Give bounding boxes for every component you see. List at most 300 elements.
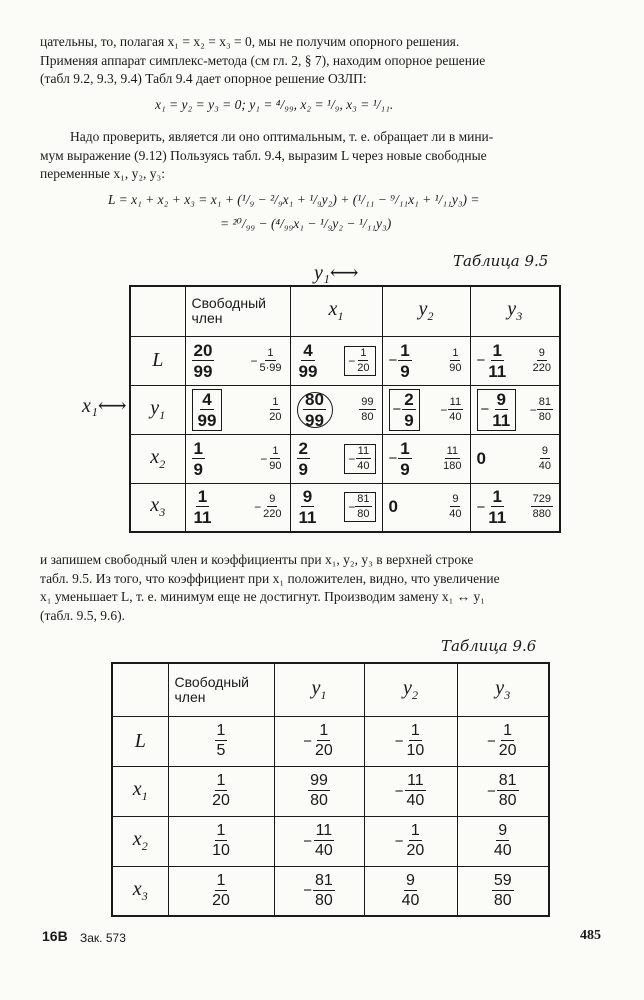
denominator: 90 xyxy=(449,361,462,374)
text-line: Надо проверить, является ли оно оптимальным, т. е. обращает ли в мини- xyxy=(70,129,494,144)
minus-sign: − xyxy=(303,882,312,900)
fraction xyxy=(398,342,411,380)
denominator: 40 xyxy=(449,410,462,423)
corner-cell xyxy=(112,663,168,716)
numerator: 1 xyxy=(319,722,329,739)
fraction xyxy=(497,773,519,809)
fraction xyxy=(490,391,512,429)
denominator: 80 xyxy=(498,792,517,809)
table-cell xyxy=(274,716,364,766)
table-cell xyxy=(290,336,382,385)
var-letter: x xyxy=(150,494,160,517)
table-cell xyxy=(470,483,560,532)
numerator: 1 xyxy=(360,346,367,359)
cell-content xyxy=(186,435,290,483)
denominator: 11 xyxy=(488,361,507,381)
row-header xyxy=(112,866,168,916)
numerator: 99 xyxy=(310,772,328,789)
fraction xyxy=(267,446,283,472)
fraction xyxy=(492,873,514,909)
page-number: 485 xyxy=(580,928,601,943)
var-sub: 3 xyxy=(159,505,166,520)
table-cell xyxy=(185,336,290,385)
denominator: 10 xyxy=(212,842,230,859)
table-9-5-caption: Таблица 9.5 xyxy=(453,252,549,270)
cell-content xyxy=(291,435,382,483)
table-cell xyxy=(457,866,549,916)
fraction xyxy=(537,397,553,423)
table-cell xyxy=(185,434,290,483)
fraction xyxy=(297,342,320,380)
numerator: 1 xyxy=(216,722,226,739)
signature-mark: 16В xyxy=(42,928,68,944)
fraction xyxy=(210,823,232,859)
table-cell xyxy=(185,483,290,532)
aux-value xyxy=(359,397,375,423)
var-sub: 1 xyxy=(141,789,148,803)
denominator: 40 xyxy=(493,842,512,859)
column-header xyxy=(457,663,549,716)
free-term-header xyxy=(168,663,274,716)
minus-sign: − xyxy=(348,451,356,466)
text-line: x₁ уменьшает L, т. е. минимум еще не достигнут. Производим замену x₁ ↔ y₁ xyxy=(40,589,485,604)
denominator: 40 xyxy=(357,459,370,472)
solution-formula: x₁ = y₂ = y₃ = 0; y₁ = ⁴/₉₉, x₂ = ¹/₉, x₃ = ¹/₁₁. xyxy=(155,97,394,112)
numerator: 1 xyxy=(400,340,410,360)
var-letter: y xyxy=(403,676,412,699)
denominator: 180 xyxy=(443,459,462,472)
row-header xyxy=(130,434,185,483)
numerator: 2 xyxy=(404,389,414,409)
minus-sign: − xyxy=(388,450,398,467)
fraction xyxy=(215,723,228,759)
main-value xyxy=(389,497,398,517)
fraction xyxy=(447,397,463,423)
table-cell xyxy=(185,385,290,434)
denominator: 9 xyxy=(193,459,203,479)
table-cell xyxy=(382,483,470,532)
table-cell xyxy=(382,336,470,385)
denominator: 40 xyxy=(406,792,425,809)
var-letter: L xyxy=(152,349,164,371)
table-row xyxy=(130,336,560,385)
column-header xyxy=(274,663,364,716)
numerator: 1 xyxy=(193,438,203,458)
minus-sign: − xyxy=(486,782,496,800)
fraction xyxy=(308,773,330,809)
var-letter: y xyxy=(311,676,321,699)
numerator: 1 xyxy=(503,722,513,739)
var-sub: 2 xyxy=(427,309,434,324)
table-row xyxy=(112,816,549,866)
cell-content xyxy=(383,484,470,532)
denominator: 40 xyxy=(401,891,420,909)
numerator: 81 xyxy=(498,772,517,789)
text-line: переменные x₁, y₂, y₃: xyxy=(40,166,166,181)
aux-value xyxy=(531,494,553,520)
table-row xyxy=(112,866,549,916)
numerator: 81 xyxy=(538,395,551,408)
fraction xyxy=(192,488,214,526)
main-value xyxy=(297,488,319,526)
table-cell xyxy=(364,766,457,816)
main-value xyxy=(477,342,509,380)
fraction xyxy=(531,348,553,374)
table-cell xyxy=(168,766,274,816)
denominator: 20 xyxy=(498,742,517,759)
numerator: 9 xyxy=(452,493,459,506)
aux-value xyxy=(531,348,553,374)
table-cell xyxy=(470,385,560,434)
var-letter: L xyxy=(134,729,146,752)
denominator: 880 xyxy=(532,508,551,521)
main-value xyxy=(297,440,310,478)
denominator: 99 xyxy=(305,410,324,430)
minus-sign: − xyxy=(260,451,268,466)
corner-cell xyxy=(130,286,185,336)
denominator: 99 xyxy=(298,361,318,381)
var-sub: 3 xyxy=(504,687,511,702)
numerator: 1 xyxy=(197,487,208,507)
fraction xyxy=(297,488,319,526)
numerator: 1 xyxy=(452,346,459,359)
main-value xyxy=(477,488,509,526)
minus-sign: − xyxy=(303,732,312,750)
table-cell xyxy=(274,766,364,816)
aux-value xyxy=(530,397,553,423)
numerator: 9 xyxy=(302,487,313,507)
numerator: 4 xyxy=(303,340,313,360)
denominator: 80 xyxy=(361,410,374,423)
text-line: (табл 9.2, 9.3, 9.4) Табл 9.4 дает опорное решение ОЗЛП: xyxy=(40,71,367,86)
numerator: 11 xyxy=(449,395,462,408)
numerator: 20 xyxy=(193,340,213,360)
numerator: 80 xyxy=(305,389,324,409)
var-sub: 1 xyxy=(320,687,327,702)
fraction xyxy=(441,446,463,472)
aux-value xyxy=(344,346,375,376)
zero-value: 0 xyxy=(476,448,486,468)
zero-value: 0 xyxy=(388,497,398,517)
fraction xyxy=(497,723,519,759)
numerator: 1 xyxy=(492,340,502,360)
main-value xyxy=(297,342,320,380)
denominator: 5 xyxy=(216,742,226,759)
denominator: 99 xyxy=(193,361,213,381)
aux-value xyxy=(441,446,463,472)
header-text: Свободный xyxy=(174,673,249,690)
table-cell xyxy=(168,716,274,766)
denominator: 90 xyxy=(269,459,282,472)
denominator: 80 xyxy=(538,410,551,423)
numerator: 9 xyxy=(538,346,545,359)
column-header xyxy=(470,286,560,336)
main-value xyxy=(192,389,223,431)
numerator: 4 xyxy=(202,389,212,409)
fraction xyxy=(355,494,371,520)
row-header xyxy=(112,716,168,766)
aux-value xyxy=(260,446,283,472)
numerator: 9 xyxy=(541,444,548,457)
table-cell xyxy=(364,716,457,766)
minus-sign: − xyxy=(388,352,398,369)
numerator: 11 xyxy=(357,444,370,457)
minus-sign: − xyxy=(254,500,262,515)
var-letter: x xyxy=(328,298,338,321)
table-9-6-caption: Таблица 9.6 xyxy=(441,637,537,655)
numerator: 9 xyxy=(496,389,506,409)
fraction xyxy=(404,723,426,759)
fraction xyxy=(210,773,232,809)
denominator: 20 xyxy=(314,742,333,759)
minus-sign: − xyxy=(529,402,537,417)
replacement-paragraph xyxy=(40,551,605,625)
text-line: цательны, то, полагая x₁ = x₂ = x₃ = 0, мы не получим опорного решения. xyxy=(40,34,460,49)
table-cell xyxy=(382,385,470,434)
header-text: Свободный xyxy=(191,295,266,312)
denominator: 11 xyxy=(488,508,507,528)
numerator: 729 xyxy=(532,493,551,506)
var-sub: 1 xyxy=(159,407,166,422)
minus-sign: − xyxy=(348,353,356,368)
text-line: мум выражение (9.12) Пользуясь табл. 9.4, выразим L через новые свободные xyxy=(40,147,487,163)
denominator: 220 xyxy=(263,508,282,521)
table-cell xyxy=(290,434,382,483)
main-value xyxy=(389,440,412,478)
table-cell xyxy=(364,866,457,916)
aux-value xyxy=(344,444,375,474)
fraction xyxy=(404,823,426,859)
denominator: 40 xyxy=(314,842,333,859)
var-letter: x xyxy=(132,778,142,800)
row-header xyxy=(112,766,168,816)
aux-value xyxy=(447,348,463,374)
denominator: 10 xyxy=(406,742,425,759)
denominator: 80 xyxy=(310,792,328,809)
minus-sign: − xyxy=(394,782,404,800)
minus-sign: − xyxy=(250,353,258,368)
var-letter: y xyxy=(495,676,505,699)
fraction xyxy=(261,494,283,520)
denominator: 11 xyxy=(193,508,212,528)
cell-content xyxy=(471,337,560,385)
fraction xyxy=(447,348,463,374)
cell-content xyxy=(291,484,382,532)
cell-content xyxy=(471,435,560,483)
free-term-header xyxy=(185,286,290,336)
aux-value xyxy=(254,494,283,520)
table-row xyxy=(130,483,560,532)
table-cell xyxy=(274,816,364,866)
aux-value xyxy=(440,397,463,423)
leaving-row-marker: x₁⟷ xyxy=(82,395,127,417)
intro-paragraph xyxy=(40,33,605,89)
table-cell xyxy=(168,816,274,866)
header-text: член xyxy=(191,310,223,327)
fraction xyxy=(492,823,514,859)
var-sub: 2 xyxy=(411,687,418,702)
fraction xyxy=(267,397,283,423)
pivot-element xyxy=(297,389,333,430)
denominator: 11 xyxy=(298,508,317,528)
minus-sign: − xyxy=(303,832,312,850)
fraction xyxy=(313,873,335,909)
denominator: 40 xyxy=(538,459,551,472)
minus-sign: − xyxy=(476,498,486,516)
fraction xyxy=(192,440,205,478)
column-header xyxy=(382,286,470,336)
minus-sign: − xyxy=(392,401,402,418)
fraction xyxy=(257,348,283,374)
fraction xyxy=(486,342,508,380)
cell-content xyxy=(383,435,470,483)
var-letter: x xyxy=(132,877,142,900)
var-letter: y xyxy=(418,298,428,321)
aux-value xyxy=(447,494,463,520)
minus-sign: − xyxy=(476,352,486,369)
denominator: 20 xyxy=(357,361,370,374)
denominator: 80 xyxy=(357,508,370,521)
main-value xyxy=(192,342,215,380)
denominator: 220 xyxy=(532,361,551,374)
row-header xyxy=(130,336,185,385)
table-header-row xyxy=(112,663,549,716)
fraction xyxy=(297,440,310,478)
fraction xyxy=(355,348,371,374)
numerator: 9 xyxy=(498,822,508,839)
table-cell xyxy=(457,766,549,816)
var-letter: x xyxy=(150,445,160,468)
numerator: 1 xyxy=(400,438,410,458)
var-sub: 3 xyxy=(516,309,523,324)
simplex-table-9-6 xyxy=(111,662,550,917)
main-value xyxy=(192,488,214,526)
denominator: 20 xyxy=(212,891,230,909)
numerator: 11 xyxy=(446,444,459,457)
var-sub: 3 xyxy=(141,888,148,903)
denominator: 40 xyxy=(449,508,462,521)
cell-content xyxy=(383,337,470,385)
column-header xyxy=(290,286,382,336)
table-cell xyxy=(290,385,382,434)
table-row xyxy=(130,385,560,434)
main-value xyxy=(477,389,517,431)
order-number: Зак. 573 xyxy=(80,931,126,945)
text-line: Применяя аппарат симплекс-метода (см гл. 2, § 7), находим опорное решение xyxy=(40,52,486,68)
objective-formula-line1: L = x₁ + x₂ + x₃ = x₁ + (¹/₉ − ²/₉x₁ + ¹/₉y₂) + (¹/₁₁ − ⁹/₁₁x₁ + ¹/₁₁y₃) = xyxy=(108,192,480,207)
table-row xyxy=(130,434,560,483)
fraction xyxy=(398,440,411,478)
numerator: 9 xyxy=(406,871,415,889)
cell-content xyxy=(186,337,290,385)
var-letter: x xyxy=(132,828,142,850)
entering-column-marker: y₁⟷ xyxy=(314,262,359,284)
main-value xyxy=(192,440,205,478)
cell-content xyxy=(383,386,470,434)
fraction xyxy=(486,488,508,526)
numerator: 1 xyxy=(216,871,226,889)
cell-content xyxy=(471,386,560,434)
denominator: 20 xyxy=(269,410,282,423)
objective-formula-line2: = ²⁰/₉₉ − (⁴/₉₉x₁ − ¹/₉y₂ − ¹/₁₁y₃) xyxy=(220,216,392,231)
fraction xyxy=(404,773,426,809)
aux-value xyxy=(344,492,375,522)
fraction xyxy=(537,446,553,472)
header-text: член xyxy=(174,688,206,705)
minus-sign: − xyxy=(486,732,496,750)
table-cell xyxy=(470,336,560,385)
var-sub: 1 xyxy=(337,309,344,324)
cell-content xyxy=(186,484,290,532)
table-row xyxy=(112,716,549,766)
denominator: 11 xyxy=(492,410,511,430)
numerator: 99 xyxy=(361,395,374,408)
fraction xyxy=(402,391,415,429)
numerator: 11 xyxy=(315,822,333,839)
main-value xyxy=(389,389,420,431)
table-cell xyxy=(382,434,470,483)
numerator: 81 xyxy=(314,871,333,889)
cell-content xyxy=(291,386,382,434)
table-cell xyxy=(290,483,382,532)
cell-content xyxy=(471,484,560,532)
aux-value xyxy=(267,397,283,423)
numerator: 1 xyxy=(492,487,502,507)
row-header xyxy=(130,483,185,532)
cell-content xyxy=(186,386,290,434)
minus-sign: − xyxy=(480,401,490,418)
numerator: 1 xyxy=(216,822,226,839)
table-cell xyxy=(364,816,457,866)
fraction xyxy=(355,446,371,472)
row-header xyxy=(112,816,168,866)
cell-content xyxy=(291,337,382,385)
fraction xyxy=(313,823,335,859)
numerator: 59 xyxy=(493,871,512,889)
minus-sign: − xyxy=(394,732,404,750)
denominator: 20 xyxy=(212,792,230,809)
fraction xyxy=(400,873,422,909)
denominator: 80 xyxy=(493,891,512,909)
table-cell xyxy=(470,434,560,483)
numerator: 9 xyxy=(269,493,276,506)
minus-sign: − xyxy=(348,500,356,515)
denominator: 99 xyxy=(197,410,217,430)
aux-value xyxy=(537,446,553,472)
table-row xyxy=(112,766,549,816)
var-sub: 2 xyxy=(159,456,166,471)
column-header xyxy=(364,663,457,716)
table-cell xyxy=(274,866,364,916)
table-cell xyxy=(168,866,274,916)
denominator: 20 xyxy=(406,842,425,859)
main-value xyxy=(389,342,412,380)
denominator: 9 xyxy=(298,459,308,479)
fraction xyxy=(303,391,326,429)
fraction xyxy=(359,397,375,423)
check-paragraph xyxy=(40,128,605,184)
denominator: 80 xyxy=(314,891,333,909)
row-header xyxy=(130,385,185,434)
text-line: и запишем свободный член и коэффициенты при x₁, y₂, y₃ в верхней строке xyxy=(40,552,474,567)
denominator: 5·99 xyxy=(259,361,282,374)
table-cell xyxy=(457,716,549,766)
numerator: 81 xyxy=(357,493,370,506)
fraction xyxy=(447,494,463,520)
numerator: 1 xyxy=(216,772,226,789)
main-value xyxy=(477,449,486,469)
numerator: 1 xyxy=(267,346,274,359)
